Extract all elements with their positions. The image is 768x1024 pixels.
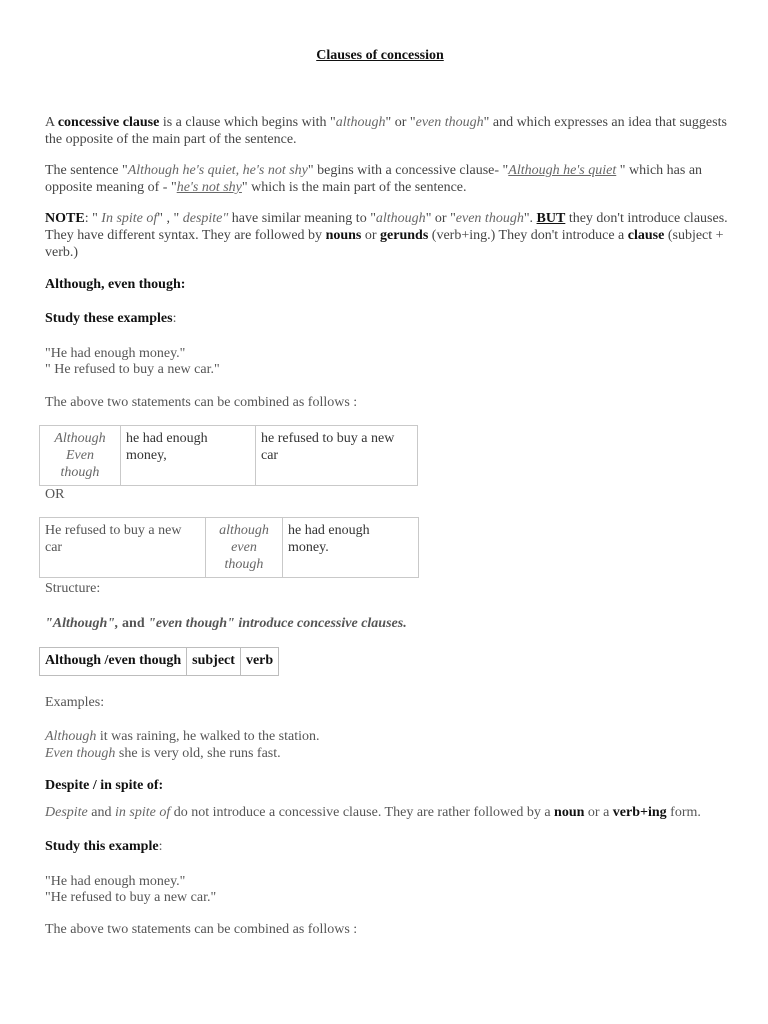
intro-paragraph: A concessive clause is a clause which begins with "although" or "even though" and which expresses an idea that suggests the opposite of the main part of the sentence. — [45, 115, 727, 147]
combined-text: The above two statements can be combined as follows : — [45, 395, 358, 410]
table-row — [40, 648, 279, 676]
combination-table-1 — [39, 425, 418, 486]
structure-label: Structure: — [45, 581, 101, 596]
table-cell: verb — [240, 648, 278, 676]
combined-text-2: The above two statements can be combined as follows : — [45, 922, 358, 937]
table-cell: Although /even though — [40, 648, 187, 676]
heading-although: Although, even though: — [45, 277, 186, 292]
example-even-though: Even though she is very old, she runs fast. — [45, 746, 281, 761]
table-cell: he had enough money, — [121, 426, 256, 486]
study-examples-label: Study these examples: — [45, 311, 177, 326]
study-example-label: Study this example: — [45, 839, 163, 854]
note-paragraph: NOTE: " In spite of" , " despite" have similar meaning to "although" or "even though". BUT they don't introduce clauses. They have different syntax. They are followed by nouns or gerunds (verb+ing.) They don't introduce a clause (subject + verb.) — [45, 211, 728, 260]
table-cell: He refused to buy a new car — [40, 518, 206, 578]
table-cell: he refused to buy a new car — [256, 426, 418, 486]
or-separator: OR — [45, 487, 65, 502]
example-line-4: "He refused to buy a new car." — [45, 890, 217, 905]
table-row — [40, 518, 419, 578]
table-cell: although even though — [206, 518, 283, 578]
structure-table — [39, 647, 279, 676]
table-cell: Although Even though — [40, 426, 121, 486]
example-although: Although it was raining, he walked to the station. — [45, 729, 320, 744]
example-line-2: " He refused to buy a new car." — [45, 362, 220, 377]
example-line-1: "He had enough money." — [45, 346, 186, 361]
table-row — [40, 426, 418, 486]
heading-despite: Despite / in spite of: — [45, 778, 164, 793]
combination-table-2 — [39, 517, 419, 578]
example-sentence-paragraph: The sentence "Although he's quiet, he's not shy" begins with a concessive clause- "Although he's quiet " which has an opposite meaning of - "he's not shy" which is the main part of the sentence. — [45, 163, 703, 195]
despite-explanation: Despite and in spite of do not introduce a concessive clause. They are rather followed by a noun or a verb+ing form. — [45, 805, 701, 820]
example-line-3: "He had enough money." — [45, 874, 186, 889]
table-cell: subject — [187, 648, 241, 676]
examples-label: Examples: — [45, 695, 105, 710]
page-title: Clauses of concession — [316, 48, 444, 63]
structure-description: "Although", and "even though" introduce concessive clauses. — [45, 616, 407, 631]
table-cell: he had enough money. — [283, 518, 419, 578]
